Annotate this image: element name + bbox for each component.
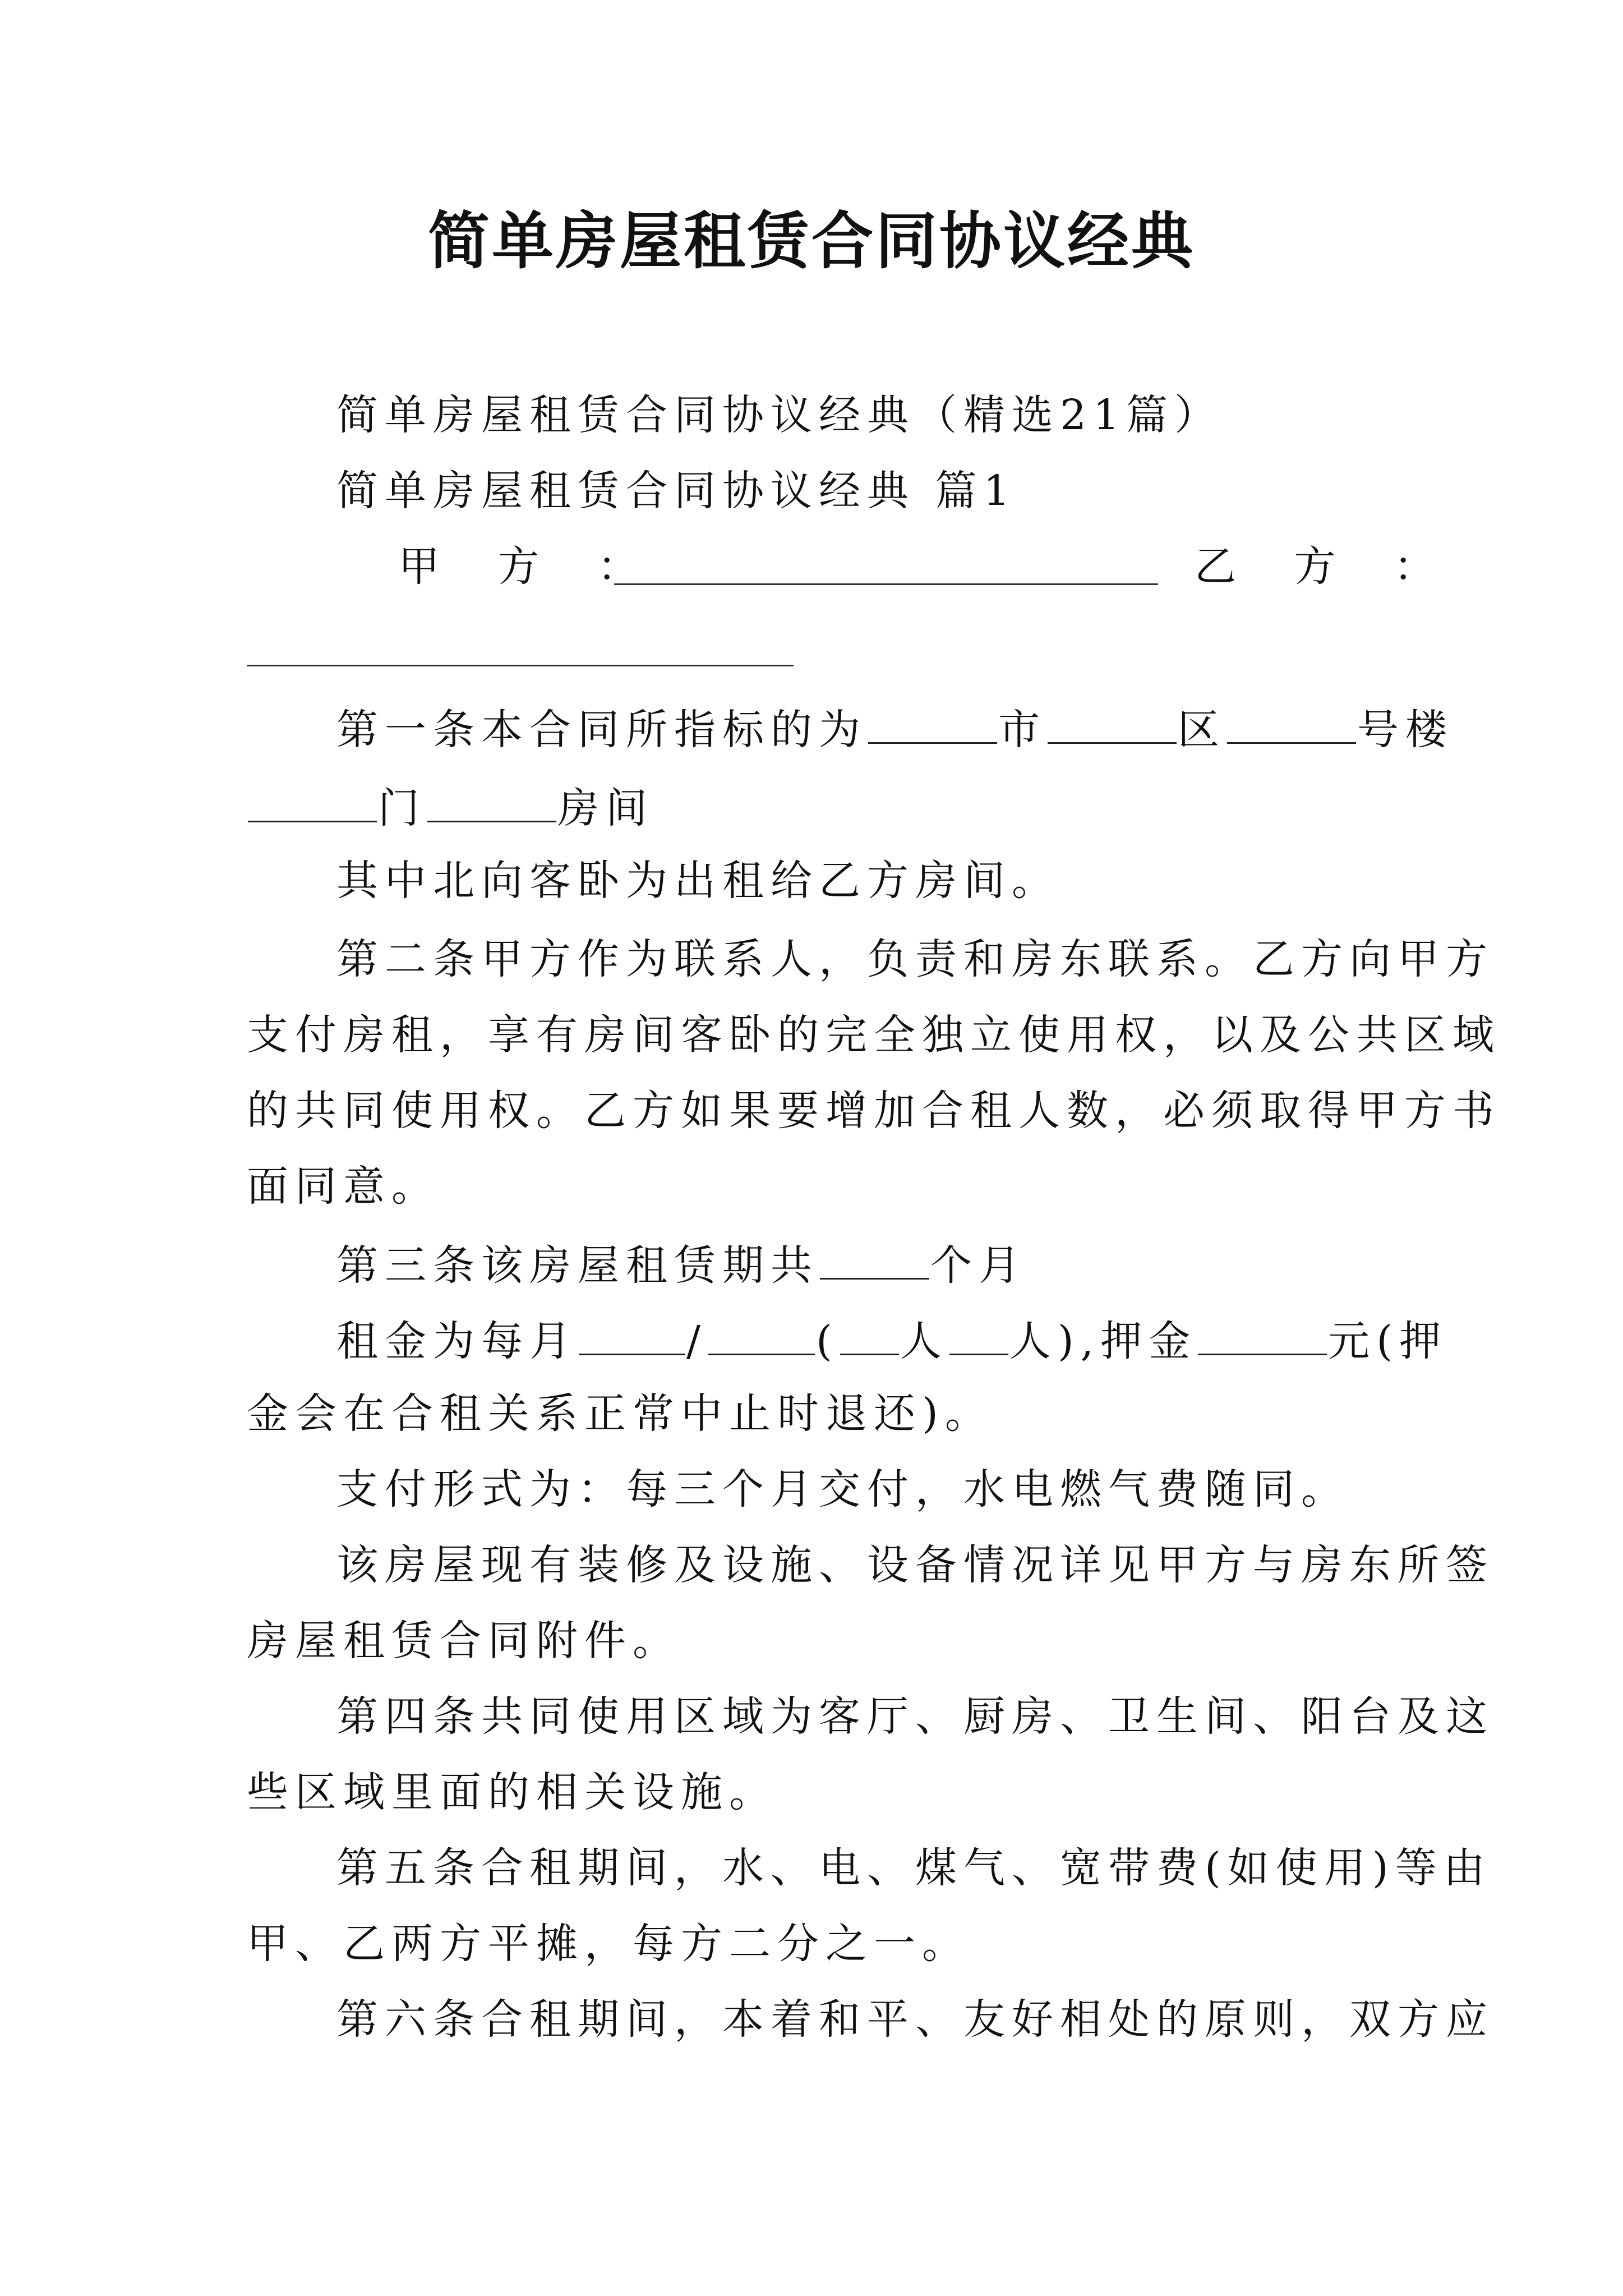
party-b-blank	[247, 665, 794, 666]
party-a-label: 甲 方 ：	[398, 542, 662, 591]
article1-line1	[336, 698, 1454, 758]
room-paragraph: 其中北向客卧为出租给乙方房间。	[336, 857, 1060, 905]
room-blank	[427, 777, 556, 822]
person-label-1: 人	[900, 1317, 948, 1365]
article5-line1: 第五条合租期间，水、电、煤气、宽带费(如使用)等由	[336, 1844, 1492, 1892]
deposit-blank	[1198, 1310, 1327, 1355]
rent-line1	[336, 1310, 1447, 1369]
deposit-label: ),押金	[1057, 1317, 1197, 1365]
months-blank	[820, 1234, 929, 1280]
city-label: 市	[998, 706, 1046, 754]
document-title: 简单房屋租赁合同协议经典	[428, 205, 1195, 277]
article4-line1: 第四条共同使用区域为客厅、厨房、卫生间、阳台及这	[336, 1692, 1494, 1741]
rent-lead: 租金为每月	[336, 1317, 578, 1365]
person-label-2: 人	[1009, 1317, 1058, 1365]
building-blank	[1227, 698, 1356, 744]
door-label: 门	[378, 784, 426, 832]
article2-line4: 面同意。	[247, 1162, 440, 1211]
room-label: 房间	[557, 784, 654, 832]
article2-line3: 的共同使用权。乙方如果要增加合租人数，必须取得甲方书	[247, 1087, 1501, 1135]
district-label: 区	[1178, 706, 1226, 754]
subtitle: 简单房屋租赁合同协议经典（精选21篇）	[336, 391, 1223, 439]
rent-blank-1	[579, 1310, 685, 1355]
chapter-heading: 简单房屋租赁合同协议经典 篇1	[336, 467, 1017, 515]
person-blank-1	[840, 1310, 899, 1355]
party-a-blank	[614, 583, 1158, 585]
yuan-label: 元(押	[1328, 1317, 1448, 1365]
article2-line1: 第二条甲方作为联系人，负责和房东联系。乙方向甲方	[336, 935, 1494, 983]
facilities-line2: 房屋租赁合同附件。	[247, 1617, 681, 1665]
city-blank	[868, 698, 997, 744]
rent-open-paren: (	[815, 1317, 839, 1365]
article3-line	[336, 1234, 1027, 1294]
rent-blank-2	[708, 1310, 815, 1355]
article1-line2	[247, 777, 654, 836]
payment-paragraph: 支付形式为：每三个月交付，水电燃气费随同。	[336, 1465, 1349, 1513]
building-label: 号楼	[1357, 706, 1454, 754]
door-blank	[248, 777, 377, 822]
months-label: 个月	[930, 1241, 1027, 1290]
article6-line1: 第六条合租期间，本着和平、友好相处的原则，双方应	[336, 1995, 1494, 2044]
article1-lead: 第一条本合同所指标的为	[336, 706, 867, 754]
article5-line2: 甲、乙两方平摊，每方二分之一。	[247, 1920, 970, 1968]
party-b-label: 乙 方 ：	[1195, 542, 1458, 591]
district-blank	[1048, 698, 1177, 744]
article4-line2: 些区域里面的相关设施。	[247, 1768, 777, 1816]
person-blank-2	[949, 1310, 1008, 1355]
article3-lead: 第三条该房屋租赁期共	[336, 1241, 819, 1290]
facilities-line1: 该房屋现有装修及设施、设备情况详见甲方与房东所签	[336, 1541, 1494, 1589]
rent-slash: /	[686, 1317, 707, 1365]
article2-line2: 支付房租，享有房间客卧的完全独立使用权，以及公共区域	[247, 1011, 1501, 1059]
rent-line2: 金会在合租关系正常中止时退还)。	[247, 1389, 993, 1438]
